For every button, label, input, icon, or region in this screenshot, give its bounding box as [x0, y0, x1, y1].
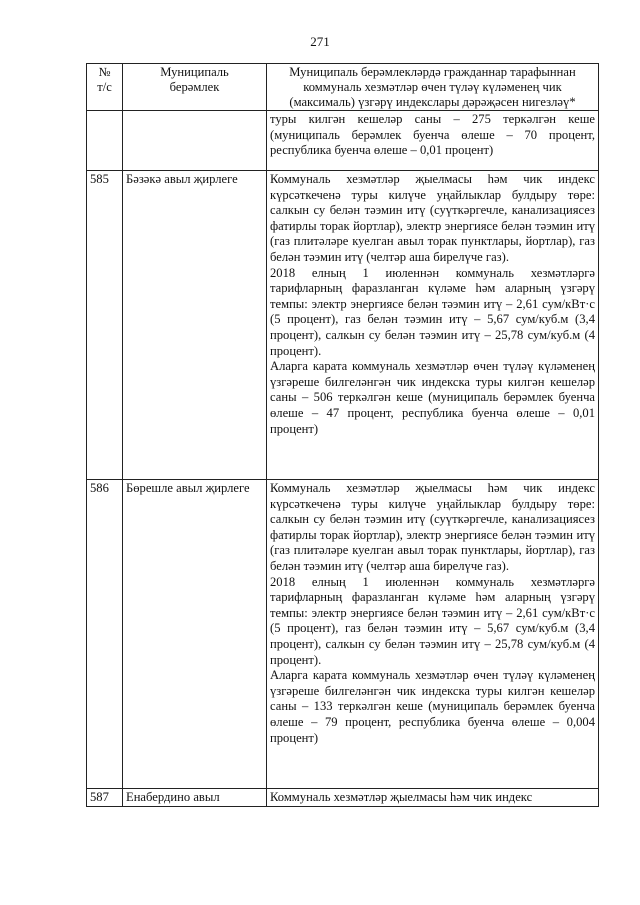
row-name: Бәзәкә авыл җирлеге: [123, 171, 267, 480]
row-para-3: Аларга карата коммуналь хезмәтләр өчен түләү күләменең үзгәреше билгеләнгән чик индекска туры килгән кешеләр саны – 133 теркәлгән кеше (муниципаль берәмлек буенча өлеше – 79 процент, республика буенча өлеше – 0,004 процент): [270, 668, 595, 745]
row-para-3: Аларга карата коммуналь хезмәтләр өчен түләү күләменең үзгәреше билгеләнгән чик индекска туры килгән кешеләр саны – 506 теркәлгән кеше (муниципаль берәмлек буенча өлеше – 47 процент, республика буенча өлеше – 0,01 процент): [270, 359, 595, 436]
row-num: 586: [87, 480, 123, 789]
row-num: 585: [87, 171, 123, 480]
table-row: [87, 171, 599, 480]
row-para-1: Коммуналь хезмәтләр җыелмасы һәм чик индекс күрсәткеченә туры килүче уңайлыклар булдыру төре: салкын су белән тәэмин итү (суүткәргечле, канализациясез фатирлы торак йортлар), электр энергиясе белән тәэмин итү (газ плитәләре куелган авыл торак пунктлары, йортлар), газ белән тәэмин итү (челтәр аша бирелүче газ).: [270, 481, 595, 573]
indices-table: [86, 63, 599, 807]
header-text-label: Муниципаль берәмлекләрдә гражданнар тарафыннан коммуналь хезмәтләр өчен түләү күләменең чик (максималь) үзгәрү индекслары дәрәҗәсен нигезләү*: [289, 65, 576, 109]
table-row: [87, 111, 599, 171]
table-row: [87, 789, 599, 807]
table-header-row: [87, 64, 599, 111]
cell-text: [267, 111, 599, 171]
row-name: Енабердино авыл: [123, 789, 267, 807]
row-text: [267, 789, 599, 807]
row-para-2: 2018 елның 1 июленнән коммуналь хезмәтләргә тарифларның фаразланган күләме һәм аларның үзгәрү темпы: электр энергиясе белән тәэмин итү – 2,61 сум/кВт·с (5 процент), газ белән тәэмин итү – 5,67 сум/куб.м (3,4 процент), салкын су белән тәэмин итү – 25,78 сум/куб.м (4 процент).: [270, 574, 595, 667]
row-name: Бөрешле авыл җирлеге: [123, 480, 267, 789]
continuation-text: туры килгән кешеләр саны – 275 теркәлгән кеше (муниципаль берәмлек буенча өлеше – 70 процент, республика буенча өлеше – 0,01 процент): [270, 112, 595, 158]
header-num: [87, 64, 123, 111]
cell-num: [87, 111, 123, 171]
header-name: [123, 64, 267, 111]
cell-name: [123, 111, 267, 171]
row-para-1: Коммуналь хезмәтләр җыелмасы һәм чик индекс күрсәткеченә туры килүче уңайлыклар булдыру төре: салкын су белән тәэмин итү (суүткәргечле, канализациясез фатирлы торак йортлар), электр энергиясе белән тәэмин итү (газ плитәләре куелган авыл торак пунктлары, йортлар), газ белән тәэмин итү (челтәр аша бирелүче газ).: [270, 172, 595, 264]
table-row: [87, 480, 599, 789]
row-para-1: Коммуналь хезмәтләр җыелмасы һәм чик индекс: [270, 790, 533, 804]
header-num-label: № т/с: [97, 65, 112, 94]
row-text: [267, 480, 599, 789]
row-num: 587: [87, 789, 123, 807]
page-number: 271: [310, 34, 330, 49]
header-text: [267, 64, 599, 111]
row-text: [267, 171, 599, 480]
row-para-2: 2018 елның 1 июленнән коммуналь хезмәтләргә тарифларның фаразланган күләме һәм аларның үзгәрү темпы: электр энергиясе белән тәэмин итү – 2,61 сум/кВт·с (5 процент), газ белән тәэмин итү – 5,67 сум/куб.м (3,4 процент), салкын су белән тәэмин итү – 25,78 сум/куб.м (4 процент).: [270, 265, 595, 358]
header-name-label: Муниципаль берәмлек: [160, 65, 229, 94]
